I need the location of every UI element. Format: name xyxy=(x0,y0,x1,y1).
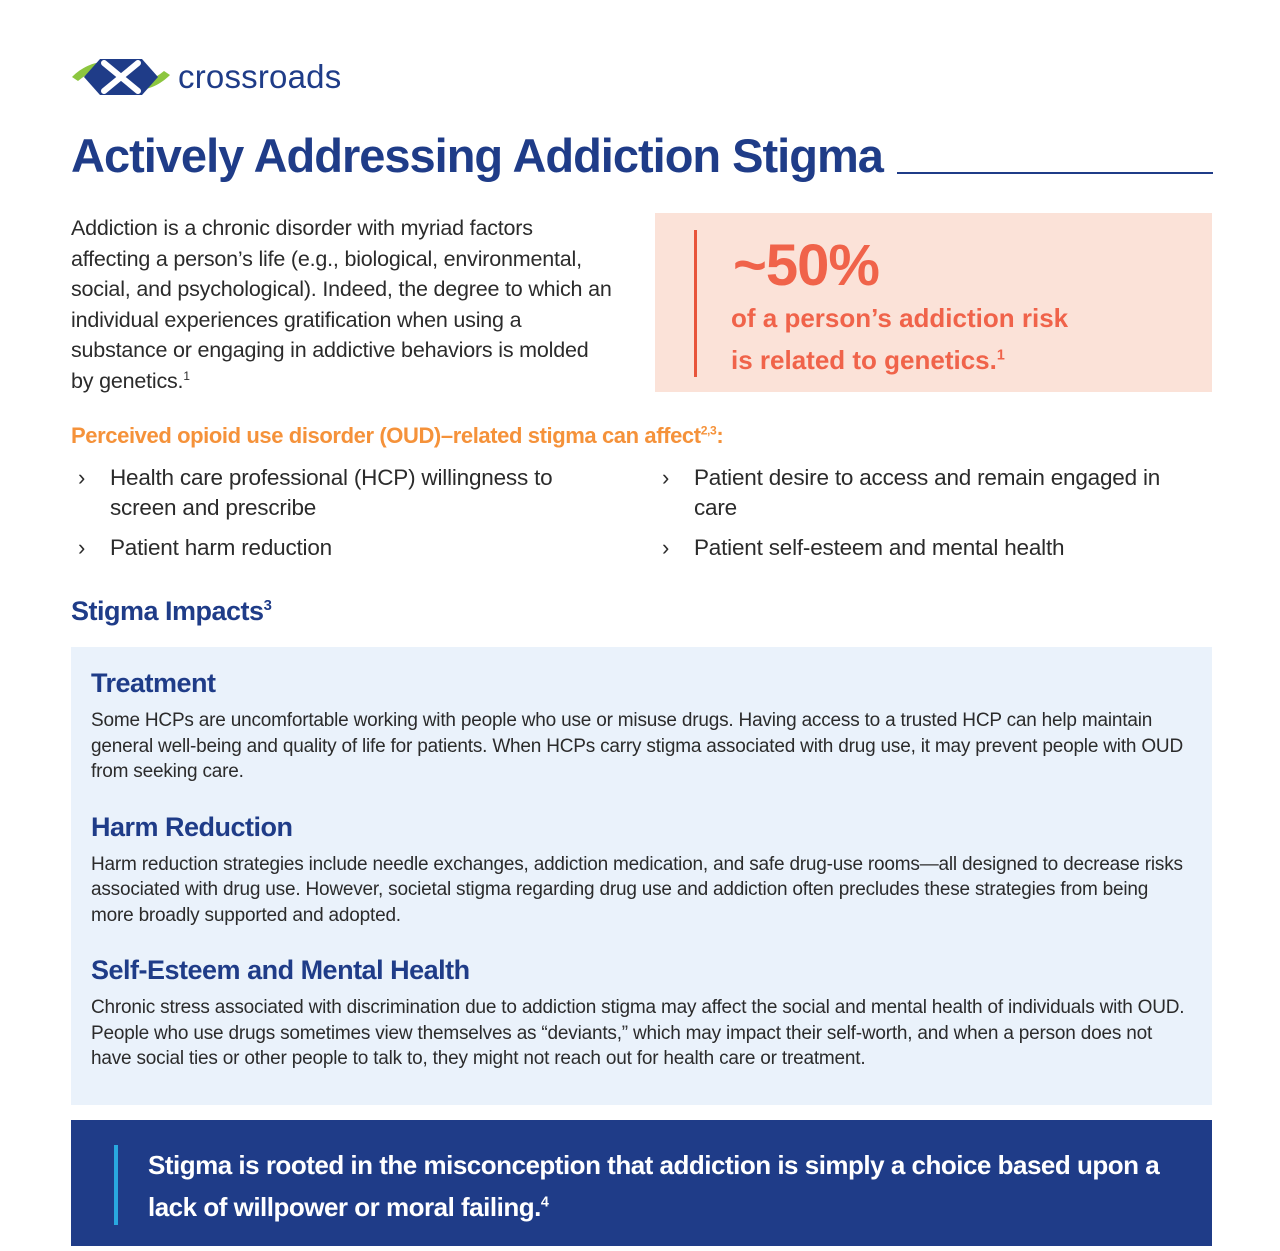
stat-value: ~50% xyxy=(733,233,879,298)
impact-body: Harm reduction strategies include needle exchanges, addiction medication, and safe drug-use rooms—all designed to decrease risks associated with drug use. However, societal stigma regarding drug use and addiction often precludes these strategies from being more broadly supported and adopted. xyxy=(91,853,1183,926)
impacts-panel xyxy=(71,647,1212,1105)
chevron-right-icon: › xyxy=(662,535,670,560)
stat-line-2 xyxy=(731,339,1201,381)
list-item-text: Patient desire to access and remain engaged in care xyxy=(694,465,1161,520)
stat-ref: 1 xyxy=(996,347,1005,364)
impact-harm-reduction xyxy=(91,809,1192,929)
quote-ref: 4 xyxy=(540,1194,549,1211)
genetics-stat-callout xyxy=(655,213,1212,392)
impact-body: Some HCPs are uncomfortable working with people who use or misuse drugs. Having access to a trusted HCP can help maintain general well-being and quality of life for patients. When HCPs carry stigma associated with drug use, it may prevent people with OUD from seeking care. xyxy=(91,710,1183,782)
impacts-heading xyxy=(71,596,271,627)
affect-heading-text: Perceived opioid use disorder (OUD)–related stigma can affect xyxy=(71,423,701,448)
affect-list-left xyxy=(78,463,598,573)
page-title: Actively Addressing Addiction Stigma xyxy=(71,129,883,182)
impacts-ref: 3 xyxy=(263,598,272,614)
affect-heading xyxy=(71,423,723,449)
crossroads-logo-icon xyxy=(70,55,172,99)
stat-accent-bar xyxy=(694,230,697,377)
list-item-text: Patient harm reduction xyxy=(110,535,332,560)
chevron-right-icon: › xyxy=(78,465,86,490)
impact-body: Chronic stress associated with discrimination due to addiction stigma may affect the social and mental health of individuals with OUD. People who use drugs sometimes view themselves as “deviants,” which may impact their self-worth, and when a person does not have social ties or other people to talk to, they might not reach out for health care or treatment. xyxy=(91,997,1185,1069)
quote-text xyxy=(148,1144,1188,1228)
brand-logo xyxy=(70,55,341,99)
intro-ref: 1 xyxy=(183,368,190,383)
list-item xyxy=(662,533,1182,563)
affect-list-right xyxy=(662,463,1182,573)
impact-title: Harm Reduction xyxy=(91,811,293,842)
list-item xyxy=(78,533,598,563)
stat-line-1: of a person’s addiction risk xyxy=(731,303,1069,333)
impacts-heading-text: Stigma Impacts xyxy=(71,596,264,626)
brand-name: crossroads xyxy=(178,58,342,95)
impact-title: Self-Esteem and Mental Health xyxy=(91,955,470,985)
list-item-text: Health care professional (HCP) willingness to screen and prescribe xyxy=(110,465,553,520)
list-item xyxy=(662,463,1182,523)
impact-self-esteem xyxy=(91,952,1192,1072)
intro-paragraph xyxy=(71,213,616,396)
impact-treatment xyxy=(91,665,1192,785)
list-item-text: Patient self-esteem and mental health xyxy=(694,535,1065,560)
stat-text xyxy=(731,297,1201,381)
list-item xyxy=(78,463,598,523)
quote-accent-bar xyxy=(114,1145,118,1225)
title-rule xyxy=(897,172,1213,174)
stat-line-2-text: is related to genetics. xyxy=(731,345,997,375)
chevron-right-icon: › xyxy=(662,465,670,490)
impact-title: Treatment xyxy=(91,668,216,698)
title-row xyxy=(71,126,1213,186)
chevron-right-icon: › xyxy=(78,535,86,560)
stigma-quote-banner xyxy=(71,1120,1212,1246)
affect-ref: 2,3 xyxy=(700,423,717,438)
quote-body: Stigma is rooted in the misconception that addiction is simply a choice based upon a lack of willpower or moral failing. xyxy=(148,1150,1160,1222)
affect-heading-suffix: : xyxy=(716,423,724,448)
intro-text: Addiction is a chronic disorder with myriad factors affecting a person’s life (e.g., biological, environmental, social, and psychological). Indeed, the degree to which an individual experiences gratification when using a substance or engaging in addictive behaviors is molded by genetics. xyxy=(71,216,612,393)
